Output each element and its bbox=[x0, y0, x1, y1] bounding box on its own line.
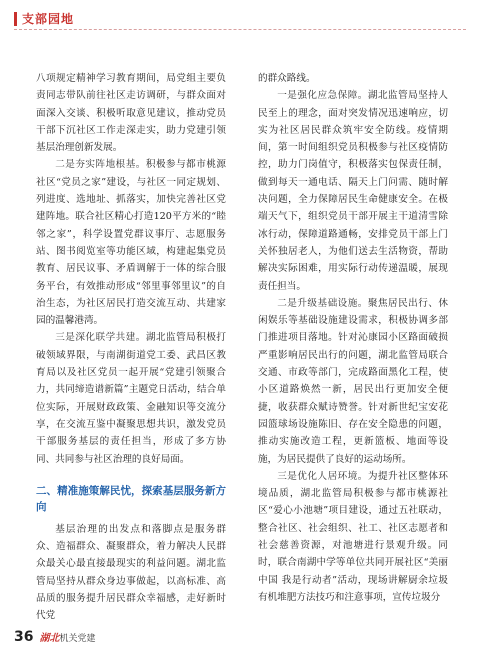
paragraph bbox=[36, 156, 226, 329]
paragraph-body: 积极参与都市桃源社区“党员之家”建设，与社区一同定规划、列进度、选地址、抓落实，加快完善社区党建阵地。联合社区精心打造120平方米的“睦邻之家”，科学设置党群议事厅、志愿服务站、图书阅览室等功能区域，构建起集党员教育、居民议事、矛盾调解于一体的综合服务平台，有效推动形成“邻里事邻里议”的自治生态，为社区居民打造交流互动、共建家园的温馨港湾。 bbox=[36, 159, 227, 327]
page-footer bbox=[14, 629, 96, 645]
section-title: 支部园地 bbox=[22, 12, 75, 26]
paragraph-lead: 二是升级基础设施。 bbox=[277, 297, 368, 309]
paragraph-body: 聚焦居民出行、休闲娱乐等基础设施建设需求，积极协调多部门推进项目落地。针对沁康园小区路面破损严重影响居民出行的问题，湖北监管局联合交通、市政等部门，完成路面黑化工程，使小区道路焕然一新，居民出行更加安全便捷，收获群众赋诗赞誉。针对新世纪宝安花园篮球场设施陈旧、存在安全隐患的问题，推动实施改造工程，更新篮板、地面等设施，为居民提供了良好的运动场所。 bbox=[258, 297, 449, 465]
magazine-brand: 湖北 bbox=[39, 633, 60, 644]
paragraph-lead: 一是强化应急保障。 bbox=[277, 90, 368, 102]
header-divider bbox=[14, 29, 466, 30]
paragraph-body: 湖北监管局坚持人民至上的理念，面对突发情况迅速响应，切实为社区居民群众筑牢安全防线。疫情期间，第一时间组织党员积极参与社区疫情防控，助力门岗值守，积极落实包保责任制，做到每天一通电话、隔天上门问需、随时解决问题，全力保障居民生命健康安全。在极端天气下，组织党员干部开展主干道清雪除冰行动，保障道路通畅，安排党员干部上门关怀独居老人，为他们送去生活物资，帮助解决实际困难，用实际行动传递温暖，展现责任担当。 bbox=[258, 90, 449, 292]
header-accent-bar bbox=[14, 12, 17, 26]
section-heading: 二、精准施策解民忧，探索基层服务新方向 bbox=[36, 484, 226, 513]
magazine-suffix: 机关党建 bbox=[59, 634, 96, 644]
paragraph bbox=[258, 468, 448, 606]
paragraph-lead: 二是夯实阵地根基。 bbox=[55, 159, 146, 171]
paragraph-body: 为提升社区整体环境品质，湖北监管局积极参与都市桃源社区“爱心小池塘”项目建设，通过五社联动，整合社区、社会组织、社工、社区志愿者和社会慈善资源，对池塘进行景观升级。同时，联合南湖中学等单位共同开展社区“美丽中国 我是行动者”活动，现场讲解厨余垃圾有机堆肥方法技巧和注意事项，宣传垃圾分 bbox=[258, 470, 449, 603]
paragraph: 基层治理的出发点和落脚点是服务群众、造福群众、凝聚群众，着力解决人民群众最关心最直接最现实的利益问题。湖北监管局坚持从群众身边事做起，以高标准、高品质的服务提升居民群众幸福感，走好新时代党 bbox=[36, 523, 226, 622]
paragraph-lead: 三是深化联学共建。 bbox=[55, 332, 146, 344]
section-header bbox=[14, 10, 74, 27]
paragraph bbox=[258, 295, 448, 468]
paragraph-body: 湖北监管局积极打破领域界限，与南湖街道党工委、武昌区教育局以及社区党员一起开展“党建引领聚合力，共同缔造谱新篇”主题党日活动，结合单位实际，开展财政政策、金融知识等交流分享，在交流互鉴中凝聚思想共识，激发党员干部服务基层的责任担当，形成了多方协同、共同参与社区治理的良好局面。 bbox=[36, 332, 227, 465]
paragraph bbox=[36, 329, 226, 467]
left-column bbox=[36, 70, 226, 625]
paragraph: 的群众路线。 bbox=[258, 73, 316, 84]
page-number: 36 bbox=[14, 629, 34, 645]
paragraph-lead: 三是优化人居环境。 bbox=[277, 470, 368, 482]
magazine-name bbox=[39, 629, 95, 644]
paragraph: 八项规定精神学习教育期间，局党组主要负责同志带队前往社区走访调研，与群众面对面深入交谈、积极听取意见建议，推动党员干部下沉社区工作走深走实，助力党建引领基层治理创新发展。 bbox=[36, 73, 226, 154]
paragraph bbox=[258, 87, 448, 295]
right-column bbox=[258, 70, 448, 606]
